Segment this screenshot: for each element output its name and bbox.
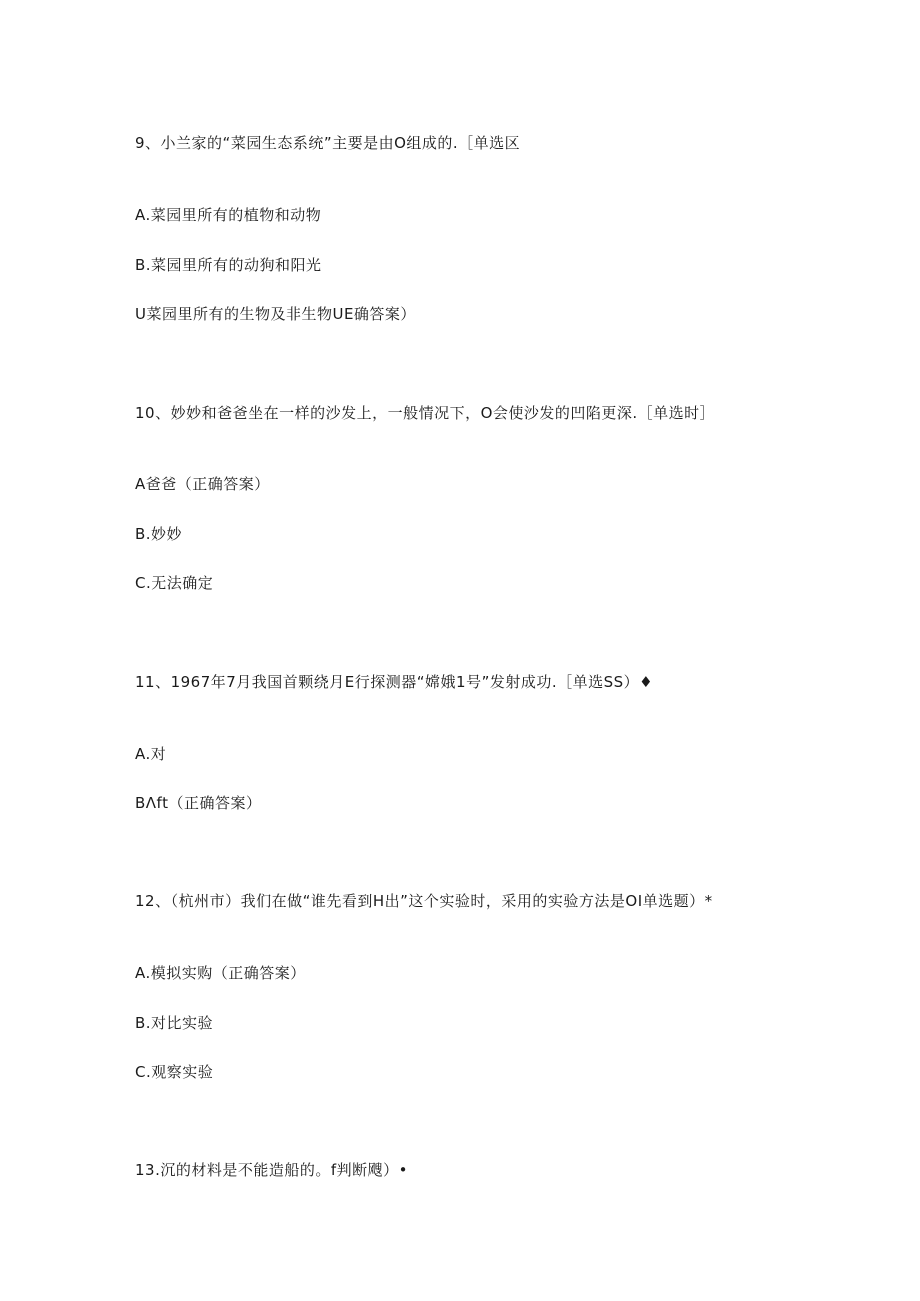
question-12-option-c: C.观察实验 (135, 1063, 214, 1081)
question-11-option-b: BΛft（正确答案） (135, 794, 262, 812)
question-13-text: 13.沉的材料是不能造船的。f判断飕）• (135, 1161, 408, 1179)
question-10-option-c: C.无法确定 (135, 574, 214, 592)
question-11-text: 11、1967年7月我国首颗绕月E行探测器“嫦娥1号”发射成功.［单选SS）♦ (135, 673, 654, 691)
question-9-option-b: B.菜园里所有的动狗和阳光 (135, 256, 322, 274)
question-10-option-a: A爸爸（正确答案） (135, 475, 270, 493)
question-9-option-c: U菜园里所有的生物及非生物UE确答案） (135, 305, 416, 323)
question-12-text: 12、（杭州市）我们在做“谁先看到H出”这个实验时，采用的实验方法是OI单选题）* (135, 892, 713, 910)
question-10-text: 10、妙妙和爸爸坐在一样的沙发上，一般情况下，O会使沙发的凹陷更深.［单选时］ (135, 404, 716, 422)
question-9-text: 9、小兰家的“菜园生态系统”主要是由O组成的.［单选区 (135, 134, 521, 152)
question-10-option-b: B.妙妙 (135, 525, 183, 543)
question-11-option-a: A.对 (135, 745, 167, 763)
question-12-option-b: B.对比实验 (135, 1014, 214, 1032)
question-12-option-a: A.模拟实购（正确答案） (135, 964, 306, 982)
question-9-option-a: A.菜园里所有的植物和动物 (135, 206, 322, 224)
